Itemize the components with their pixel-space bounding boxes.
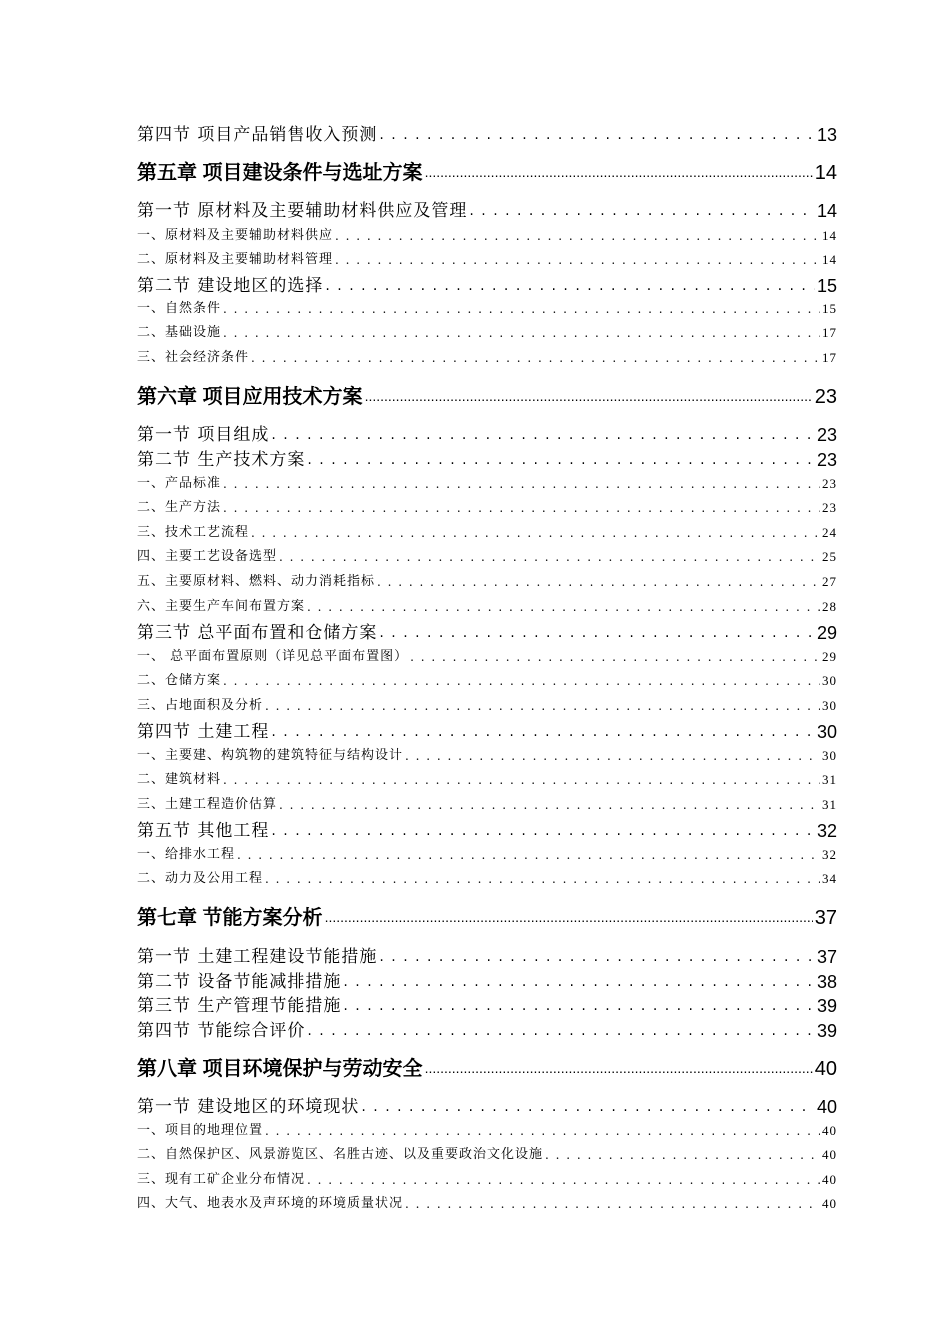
dot-leader [221, 480, 820, 493]
dot-leader [543, 1151, 820, 1164]
toc-section[interactable] [137, 124, 837, 146]
toc-entry-title: 第二节 生产技术方案 [137, 450, 306, 470]
toc-entry-page: 30 [822, 673, 837, 688]
toc-entry-title: 二、生产方法 [137, 500, 222, 515]
toc-entry-title: 第一节 土建工程建设节能措施 [137, 947, 378, 967]
toc-entry-title: 一、给排水工程 [137, 847, 236, 862]
dot-leader [277, 553, 820, 566]
toc-entry-title: 第五节 其他工程 [137, 821, 270, 841]
dot-leader [341, 1000, 815, 1017]
dot-leader [221, 776, 820, 789]
toc-entry-page: 32 [816, 821, 837, 841]
toc-entry-page: 30 [822, 748, 837, 763]
toc-entry-page: 37 [816, 947, 837, 967]
toc-entry-page: 17 [822, 350, 837, 365]
dot-leader [377, 951, 815, 968]
toc-section[interactable] [137, 424, 837, 446]
toc-section[interactable] [137, 275, 837, 297]
toc-entry-title: 二、建筑材料 [137, 772, 222, 787]
toc-entry-page: 23 [814, 386, 837, 408]
toc-entry-title: 第八章 项目环境保护与劳动安全 [137, 1058, 423, 1080]
dot-leader [305, 454, 815, 471]
dot-leader [249, 529, 820, 542]
toc-entry-title: 三、占地面积及分析 [137, 698, 264, 713]
toc-item[interactable] [137, 324, 837, 342]
toc-entry-title: 第三节 总平面布置和仓储方案 [137, 623, 378, 643]
toc-section[interactable] [137, 820, 837, 842]
toc-item[interactable] [137, 300, 837, 318]
toc-entry-page: 23 [822, 500, 837, 515]
toc-item[interactable] [137, 846, 837, 864]
toc-entry-title: 一、主要建、构筑物的建筑特征与结构设计 [137, 748, 404, 763]
toc-entry-page: 24 [822, 525, 837, 540]
toc-entry-page: 31 [822, 772, 837, 787]
toc-item[interactable] [137, 1122, 837, 1140]
toc-entry-title: 第四节 土建工程 [137, 722, 270, 742]
toc-entry-title: 第一节 原材料及主要辅助材料供应及管理 [137, 201, 468, 221]
toc-chapter[interactable] [137, 1057, 837, 1081]
toc-entry-page: 13 [816, 125, 837, 145]
toc-item[interactable] [137, 227, 837, 245]
dot-leader [408, 653, 820, 666]
toc-entry-page: 40 [814, 1058, 837, 1080]
toc-item[interactable] [137, 1195, 837, 1213]
toc-item[interactable] [137, 1146, 837, 1164]
toc-entry-title: 第五章 项目建设条件与选址方案 [137, 162, 423, 184]
toc-item[interactable] [137, 870, 837, 888]
toc-entry-title: 三、社会经济条件 [137, 350, 250, 365]
toc-entry-page: 38 [816, 972, 837, 992]
dot-leader [277, 801, 820, 814]
toc-entry-page: 23 [816, 425, 837, 445]
toc-entry-title: 第二节 设备节能减排措施 [137, 972, 342, 992]
toc-entry-page: 28 [822, 599, 837, 614]
toc-section[interactable] [137, 622, 837, 644]
toc-item[interactable] [137, 747, 837, 765]
toc-entry-title: 六、主要生产车间布置方案 [137, 599, 306, 614]
dot-leader [221, 305, 820, 318]
toc-section[interactable] [137, 1096, 837, 1118]
toc-entry-page: 39 [816, 996, 837, 1016]
toc-item[interactable] [137, 251, 837, 269]
toc-entry-title: 第一节 项目组成 [137, 425, 270, 445]
dot-leader [403, 1200, 820, 1213]
toc-entry-page: 25 [822, 549, 837, 564]
toc-item[interactable] [137, 475, 837, 493]
toc-section[interactable] [137, 1020, 837, 1042]
dot-leader [333, 256, 820, 269]
toc-entry-title: 二、动力及公用工程 [137, 871, 264, 886]
dot-leader [467, 205, 815, 222]
toc-entry-page: 14 [822, 252, 837, 267]
dot-leader [363, 389, 813, 409]
toc-entry-title: 一、原材料及主要辅助材料供应 [137, 228, 334, 243]
toc-chapter[interactable] [137, 385, 837, 409]
toc-entry-title: 一、自然条件 [137, 301, 222, 316]
dot-leader [323, 910, 813, 930]
toc-section[interactable] [137, 946, 837, 968]
toc-entry-title: 第二节 建设地区的选择 [137, 276, 324, 296]
toc-entry-title: 三、土建工程造价估算 [137, 797, 278, 812]
dot-leader [235, 851, 820, 864]
toc-entry-title: 一、产品标准 [137, 476, 222, 491]
toc-entry-page: 30 [816, 722, 837, 742]
toc-entry-page: 32 [822, 847, 837, 862]
dot-leader [377, 627, 815, 644]
toc-entry-page: 23 [822, 476, 837, 491]
toc-entry-page: 29 [816, 623, 837, 643]
toc-item[interactable] [137, 796, 837, 814]
dot-leader [359, 1101, 815, 1118]
toc-entry-title: 第四节 节能综合评价 [137, 1021, 306, 1041]
dot-leader [323, 280, 815, 297]
toc-entry-page: 27 [822, 574, 837, 589]
toc-entry-title: 四、大气、地表水及声环境的环境质量状况 [137, 1196, 404, 1211]
dot-leader [305, 1025, 815, 1042]
toc-entry-title: 二、基础设施 [137, 325, 222, 340]
toc-item[interactable] [137, 524, 837, 542]
toc-entry-page: 31 [822, 797, 837, 812]
toc-entry-page: 14 [816, 201, 837, 221]
toc-entry-title: 二、仓储方案 [137, 673, 222, 688]
toc-entry-page: 14 [814, 162, 837, 184]
toc-entry-page: 15 [822, 301, 837, 316]
toc-chapter[interactable] [137, 161, 837, 185]
dot-leader [375, 578, 820, 591]
toc-item[interactable] [137, 598, 837, 616]
toc-section[interactable] [137, 971, 837, 993]
toc-item[interactable] [137, 672, 837, 690]
toc-entry-title: 二、自然保护区、风景游览区、名胜古迹、以及重要政治文化设施 [137, 1147, 544, 1162]
toc-entry-page: 37 [814, 907, 837, 929]
toc-item[interactable] [137, 771, 837, 789]
toc-entry-title: 二、原材料及主要辅助材料管理 [137, 252, 334, 267]
dot-leader [249, 354, 820, 367]
dot-leader [263, 1127, 820, 1140]
toc-entry-page: 29 [822, 649, 837, 664]
toc-entry-title: 三、现有工矿企业分布情况 [137, 1172, 306, 1187]
toc-entry-title: 第三节 生产管理节能措施 [137, 996, 342, 1016]
toc-entry-page: 40 [822, 1123, 837, 1138]
dot-leader [305, 1176, 820, 1189]
toc-entry-title: 第六章 项目应用技术方案 [137, 386, 363, 408]
toc-entry-title: 第一节 建设地区的环境现状 [137, 1097, 360, 1117]
toc-entry-title: 三、技术工艺流程 [137, 525, 250, 540]
dot-leader [423, 1061, 813, 1081]
dot-leader [403, 752, 820, 765]
toc-entry-title: 四、主要工艺设备选型 [137, 549, 278, 564]
dot-leader [263, 875, 820, 888]
toc-entry-title: 第四节 项目产品销售收入预测 [137, 125, 378, 145]
dot-leader [221, 329, 820, 342]
dot-leader [423, 165, 813, 185]
toc-entry-title: 一、项目的地理位置 [137, 1123, 264, 1138]
toc-item[interactable] [137, 648, 837, 666]
toc-entry-page: 39 [816, 1021, 837, 1041]
toc-entry-title: 第七章 节能方案分析 [137, 907, 323, 929]
dot-leader [221, 504, 820, 517]
toc-entry-page: 34 [822, 871, 837, 886]
toc-entry-page: 40 [816, 1097, 837, 1117]
toc-chapter[interactable] [137, 906, 837, 930]
toc-item[interactable] [137, 697, 837, 715]
toc-section[interactable] [137, 449, 837, 471]
dot-leader [305, 603, 820, 616]
dot-leader [221, 677, 820, 690]
toc-item[interactable] [137, 499, 837, 517]
toc-section[interactable] [137, 200, 837, 222]
toc-entry-page: 23 [816, 450, 837, 470]
dot-leader [341, 976, 815, 993]
toc-entry-title: 一、 总平面布置原则（详见总平面布置图） [137, 649, 409, 664]
dot-leader [377, 129, 815, 146]
toc-entry-page: 40 [822, 1196, 837, 1211]
toc-item[interactable] [137, 573, 837, 591]
toc-item[interactable] [137, 548, 837, 566]
toc-entry-page: 15 [816, 276, 837, 296]
dot-leader [263, 702, 820, 715]
toc-entry-page: 40 [822, 1147, 837, 1162]
toc-entry-title: 五、主要原材料、燃料、动力消耗指标 [137, 574, 376, 589]
dot-leader [333, 232, 820, 245]
toc-item[interactable] [137, 1171, 837, 1189]
toc-entry-page: 30 [822, 698, 837, 713]
toc-item[interactable] [137, 349, 837, 367]
toc-entry-page: 40 [822, 1172, 837, 1187]
toc-section[interactable] [137, 995, 837, 1017]
dot-leader [269, 429, 815, 446]
toc-entry-page: 17 [822, 325, 837, 340]
toc-entry-page: 14 [822, 228, 837, 243]
dot-leader [269, 825, 815, 842]
dot-leader [269, 726, 815, 743]
toc-section[interactable] [137, 721, 837, 743]
